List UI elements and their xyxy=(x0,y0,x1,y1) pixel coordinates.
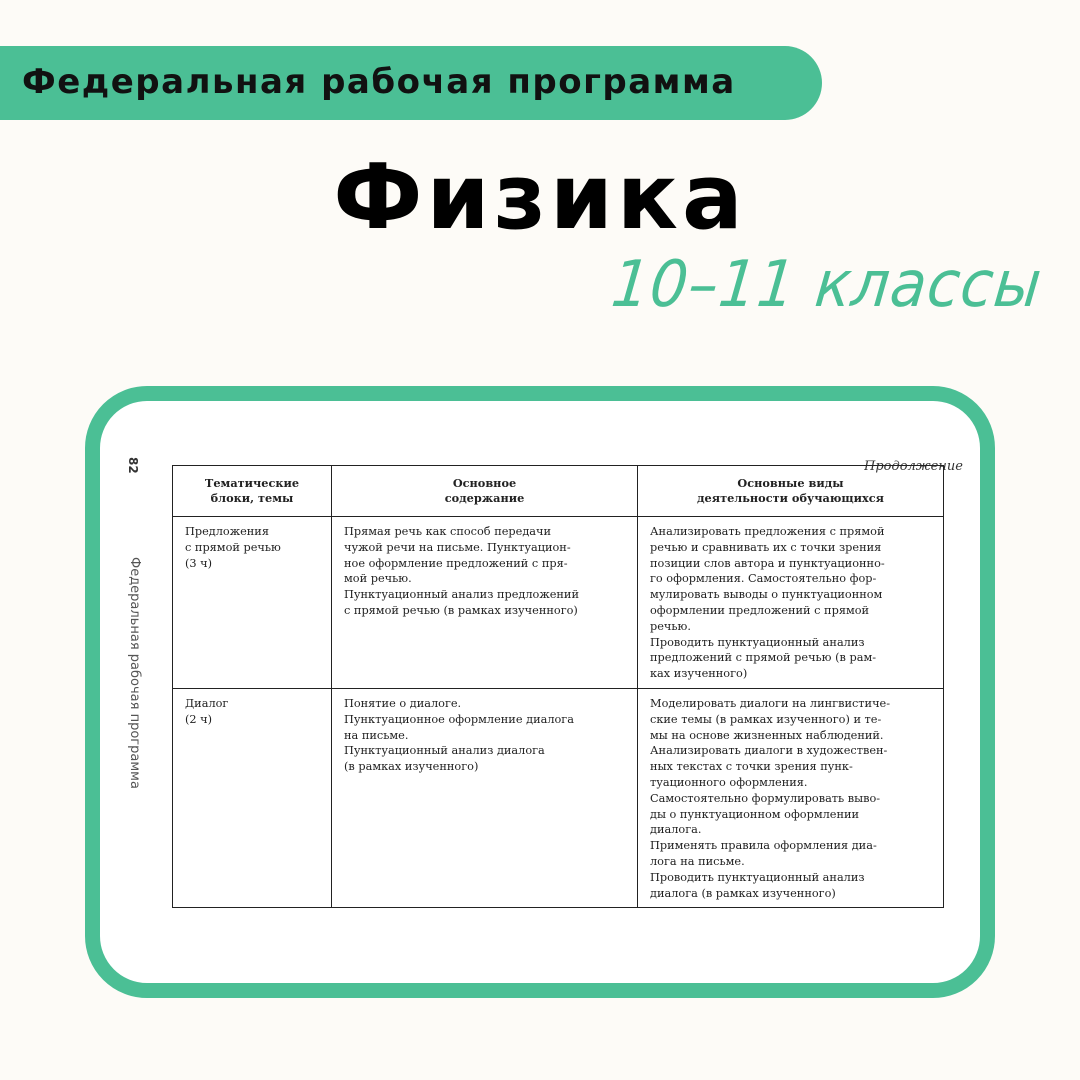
cell-line: Понятие о диалоге. xyxy=(344,696,462,710)
cell-line: Предложения xyxy=(185,525,269,538)
cell-line: Моделировать диалоги на лингвистиче- xyxy=(650,696,891,710)
cell-line: (3 ч) xyxy=(185,556,213,570)
cell-line: го оформления. Самостоятельно фор- xyxy=(650,572,877,586)
cell-line: (2 ч) xyxy=(185,712,213,726)
column-header-activities: Основные виды деятельности обучающихся xyxy=(638,466,944,517)
cell-line: речью и сравнивать их с точки зрения xyxy=(650,540,882,554)
document-frame xyxy=(85,386,995,998)
cell-line: туационного оформления. xyxy=(650,775,808,789)
table-row xyxy=(173,688,944,907)
cell-line: позиции слов автора и пунктуационно- xyxy=(650,556,885,570)
banner-text: Федеральная рабочая программа xyxy=(22,62,736,102)
table-row xyxy=(173,517,944,689)
cell-line: мулировать выводы о пунктуационном xyxy=(650,588,883,602)
document-table xyxy=(172,465,944,908)
cell-line: ские темы (в рамках изученного) и те- xyxy=(650,712,882,726)
cell-line: ды о пунктуационном оформлении xyxy=(650,807,860,821)
cell-line: ных текстах с точки зрения пунк- xyxy=(650,760,853,774)
cell-line: предложений с прямой речью (в рам- xyxy=(650,651,877,665)
page-number: 82 xyxy=(126,457,140,474)
cell-line: Пунктуационное оформление диалога xyxy=(344,712,574,726)
cell-line: речью. xyxy=(650,619,691,633)
activities-cell xyxy=(638,688,944,907)
cell-line: Прямая речь как способ передачи xyxy=(344,525,552,538)
cell-line: ках изученного) xyxy=(650,667,748,681)
cell-line: ное оформление предложений с пря- xyxy=(344,556,568,570)
cell-line: Анализировать предложения с прямой xyxy=(650,525,885,538)
cell-line: мы на основе жизненных наблюдений. xyxy=(650,728,884,742)
cell-line: Проводить пунктуационный анализ xyxy=(650,870,865,884)
cell-line: чужой речи на письме. Пунктуацион- xyxy=(344,540,571,554)
header-banner xyxy=(0,46,822,120)
cell-line: Диалог xyxy=(185,696,229,710)
grades-subtitle: 10–11 классы xyxy=(608,248,1046,322)
continuation-label: Продолжение xyxy=(864,459,963,474)
content-cell xyxy=(332,688,638,907)
cell-line: Применять правила оформления диа- xyxy=(650,839,877,853)
content-cell xyxy=(332,517,638,689)
page-title: Физика xyxy=(333,145,747,250)
topic-cell xyxy=(173,517,332,689)
cell-line: с прямой речью (в рамках изученного) xyxy=(344,603,578,617)
cell-line: Пунктуационный анализ предложений xyxy=(344,588,579,602)
cell-line: с прямой речью xyxy=(185,540,281,554)
column-header-topics: Тематические блоки, темы xyxy=(173,466,332,517)
cell-line: (в рамках изученного) xyxy=(344,760,479,774)
cell-line: Самостоятельно формулировать выво- xyxy=(650,791,881,805)
cell-line: Анализировать диалоги в художествен- xyxy=(650,744,888,758)
column-header-content: Основное содержание xyxy=(332,466,638,517)
cell-line: Пунктуационный анализ диалога xyxy=(344,744,545,758)
cell-line: оформлении предложений с прямой xyxy=(650,603,870,617)
cell-line: на письме. xyxy=(344,728,409,742)
topic-cell xyxy=(173,688,332,907)
cell-line: Проводить пунктуационный анализ xyxy=(650,635,865,649)
side-running-title: Федеральная рабочая программа xyxy=(127,557,142,789)
cell-line: мой речью. xyxy=(344,572,412,586)
cell-line: диалога. xyxy=(650,823,702,837)
cell-line: диалога (в рамках изученного) xyxy=(650,886,836,900)
table-header-row xyxy=(173,466,944,517)
cell-line: лога на письме. xyxy=(650,854,745,868)
activities-cell xyxy=(638,517,944,689)
